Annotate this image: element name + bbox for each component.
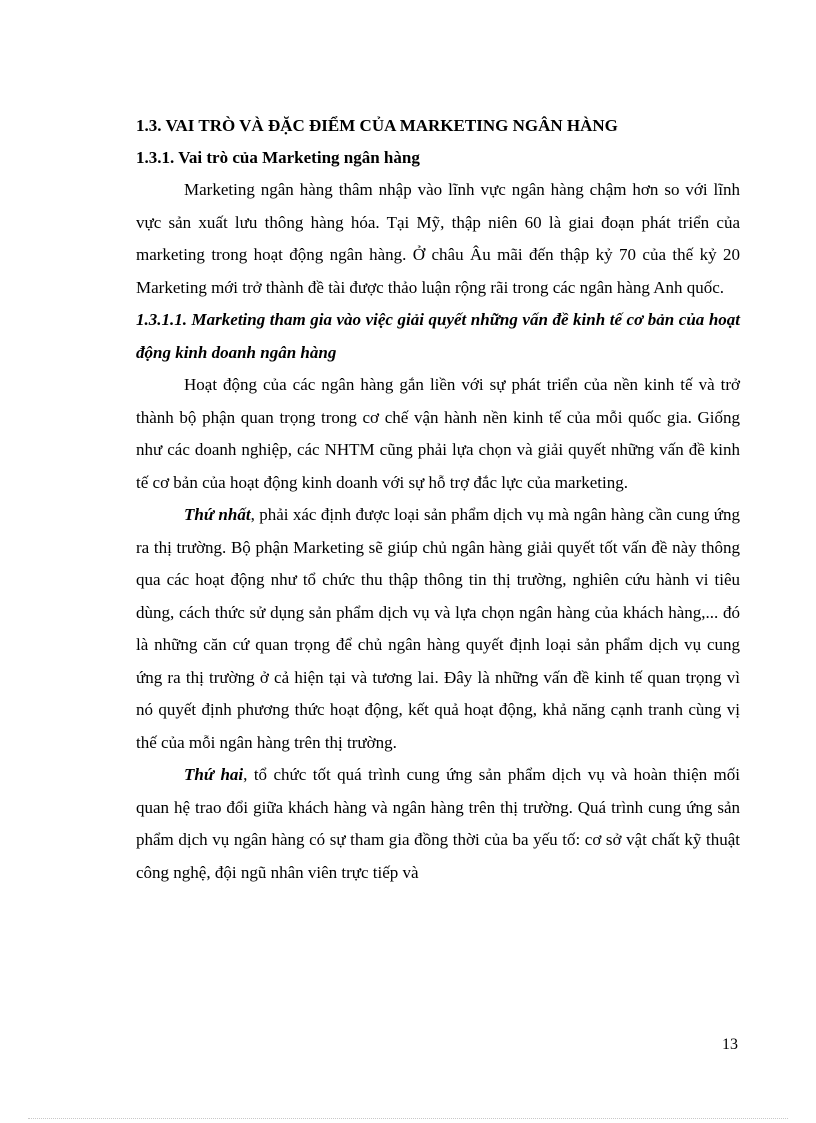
first-point-lead: Thứ nhất: [184, 505, 251, 524]
second-point-text: , tổ chức tốt quá trình cung ứng sản phẩm dịch vụ và hoàn thiện mối quan hệ trao đổi giữa khách hàng và ngân hàng trên thị trường. Quá trình cung ứng sản phẩm dịch vụ ngân hàng có sự tham gia đồng thời của ba yếu tố: cơ sở vật chất kỹ thuật công nghệ, đội ngũ nhân viên trực tiếp và: [136, 765, 740, 882]
page-number: 13: [722, 1036, 738, 1053]
paragraph-activities: Hoạt động của các ngân hàng gắn liền với sự phát triển của nền kinh tế và trở thành bộ phận quan trọng trong cơ chế vận hành nền kinh tế của mỗi quốc gia. Giống như các doanh nghiệp, các NHTM cũng phải lựa chọn và giải quyết những vấn đề kinh tế cơ bản của hoạt động kinh doanh với sự hỗ trợ đắc lực của marketing.: [136, 375, 740, 492]
subsection-heading: 1.3.1. Vai trò của Marketing ngân hàng: [136, 148, 420, 167]
document-page: [136, 110, 740, 889]
second-point-lead: Thứ hai: [184, 765, 244, 784]
first-point-text: , phải xác định được loại sản phẩm dịch vụ mà ngân hàng cần cung ứng ra thị trường. Bộ phận Marketing sẽ giúp chủ ngân hàng giải quyết tốt vấn đề này thông qua các hoạt động như tổ chức thu thập thông tin thị trường, nghiên cứu hành vi tiêu dùng, cách thức sử dụng sản phẩm dịch vụ và lựa chọn ngân hàng của khách hàng,... đó là những căn cứ quan trọng để chủ ngân hàng quyết định loại sản phẩm dịch vụ cung ứng ra thị trường ở cả hiện tại và tương lai. Đây là những vấn đề kinh tế quan trọng vì nó quyết định phương thức hoạt động, kết quả hoạt động, khả năng cạnh tranh cùng vị thế của mỗi ngân hàng trên thị trường.: [136, 505, 741, 752]
subsubsection-heading: 1.3.1.1. Marketing tham gia vào việc giải quyết những vấn đề kinh tế cơ bản của hoạt động kinh doanh ngân hàng: [136, 310, 740, 362]
paragraph-second-point: [136, 759, 740, 889]
paragraph-first-point: [136, 499, 740, 759]
intro-paragraph: Marketing ngân hàng thâm nhập vào lĩnh vực ngân hàng chậm hơn so với lĩnh vực sản xuất lưu thông hàng hóa. Tại Mỹ, thập niên 60 là giai đoạn phát triển của marketing trong hoạt động ngân hàng. Ở châu Âu mãi đến thập kỷ 70 của thế kỷ 20 Marketing mới trở thành đề tài được thảo luận rộng rãi trong các ngân hàng Anh quốc.: [136, 180, 740, 297]
footer-divider: [28, 1118, 788, 1119]
section-heading: 1.3. VAI TRÒ VÀ ĐẶC ĐIỂM CỦA MARKETING NGÂN HÀNG: [136, 116, 618, 135]
